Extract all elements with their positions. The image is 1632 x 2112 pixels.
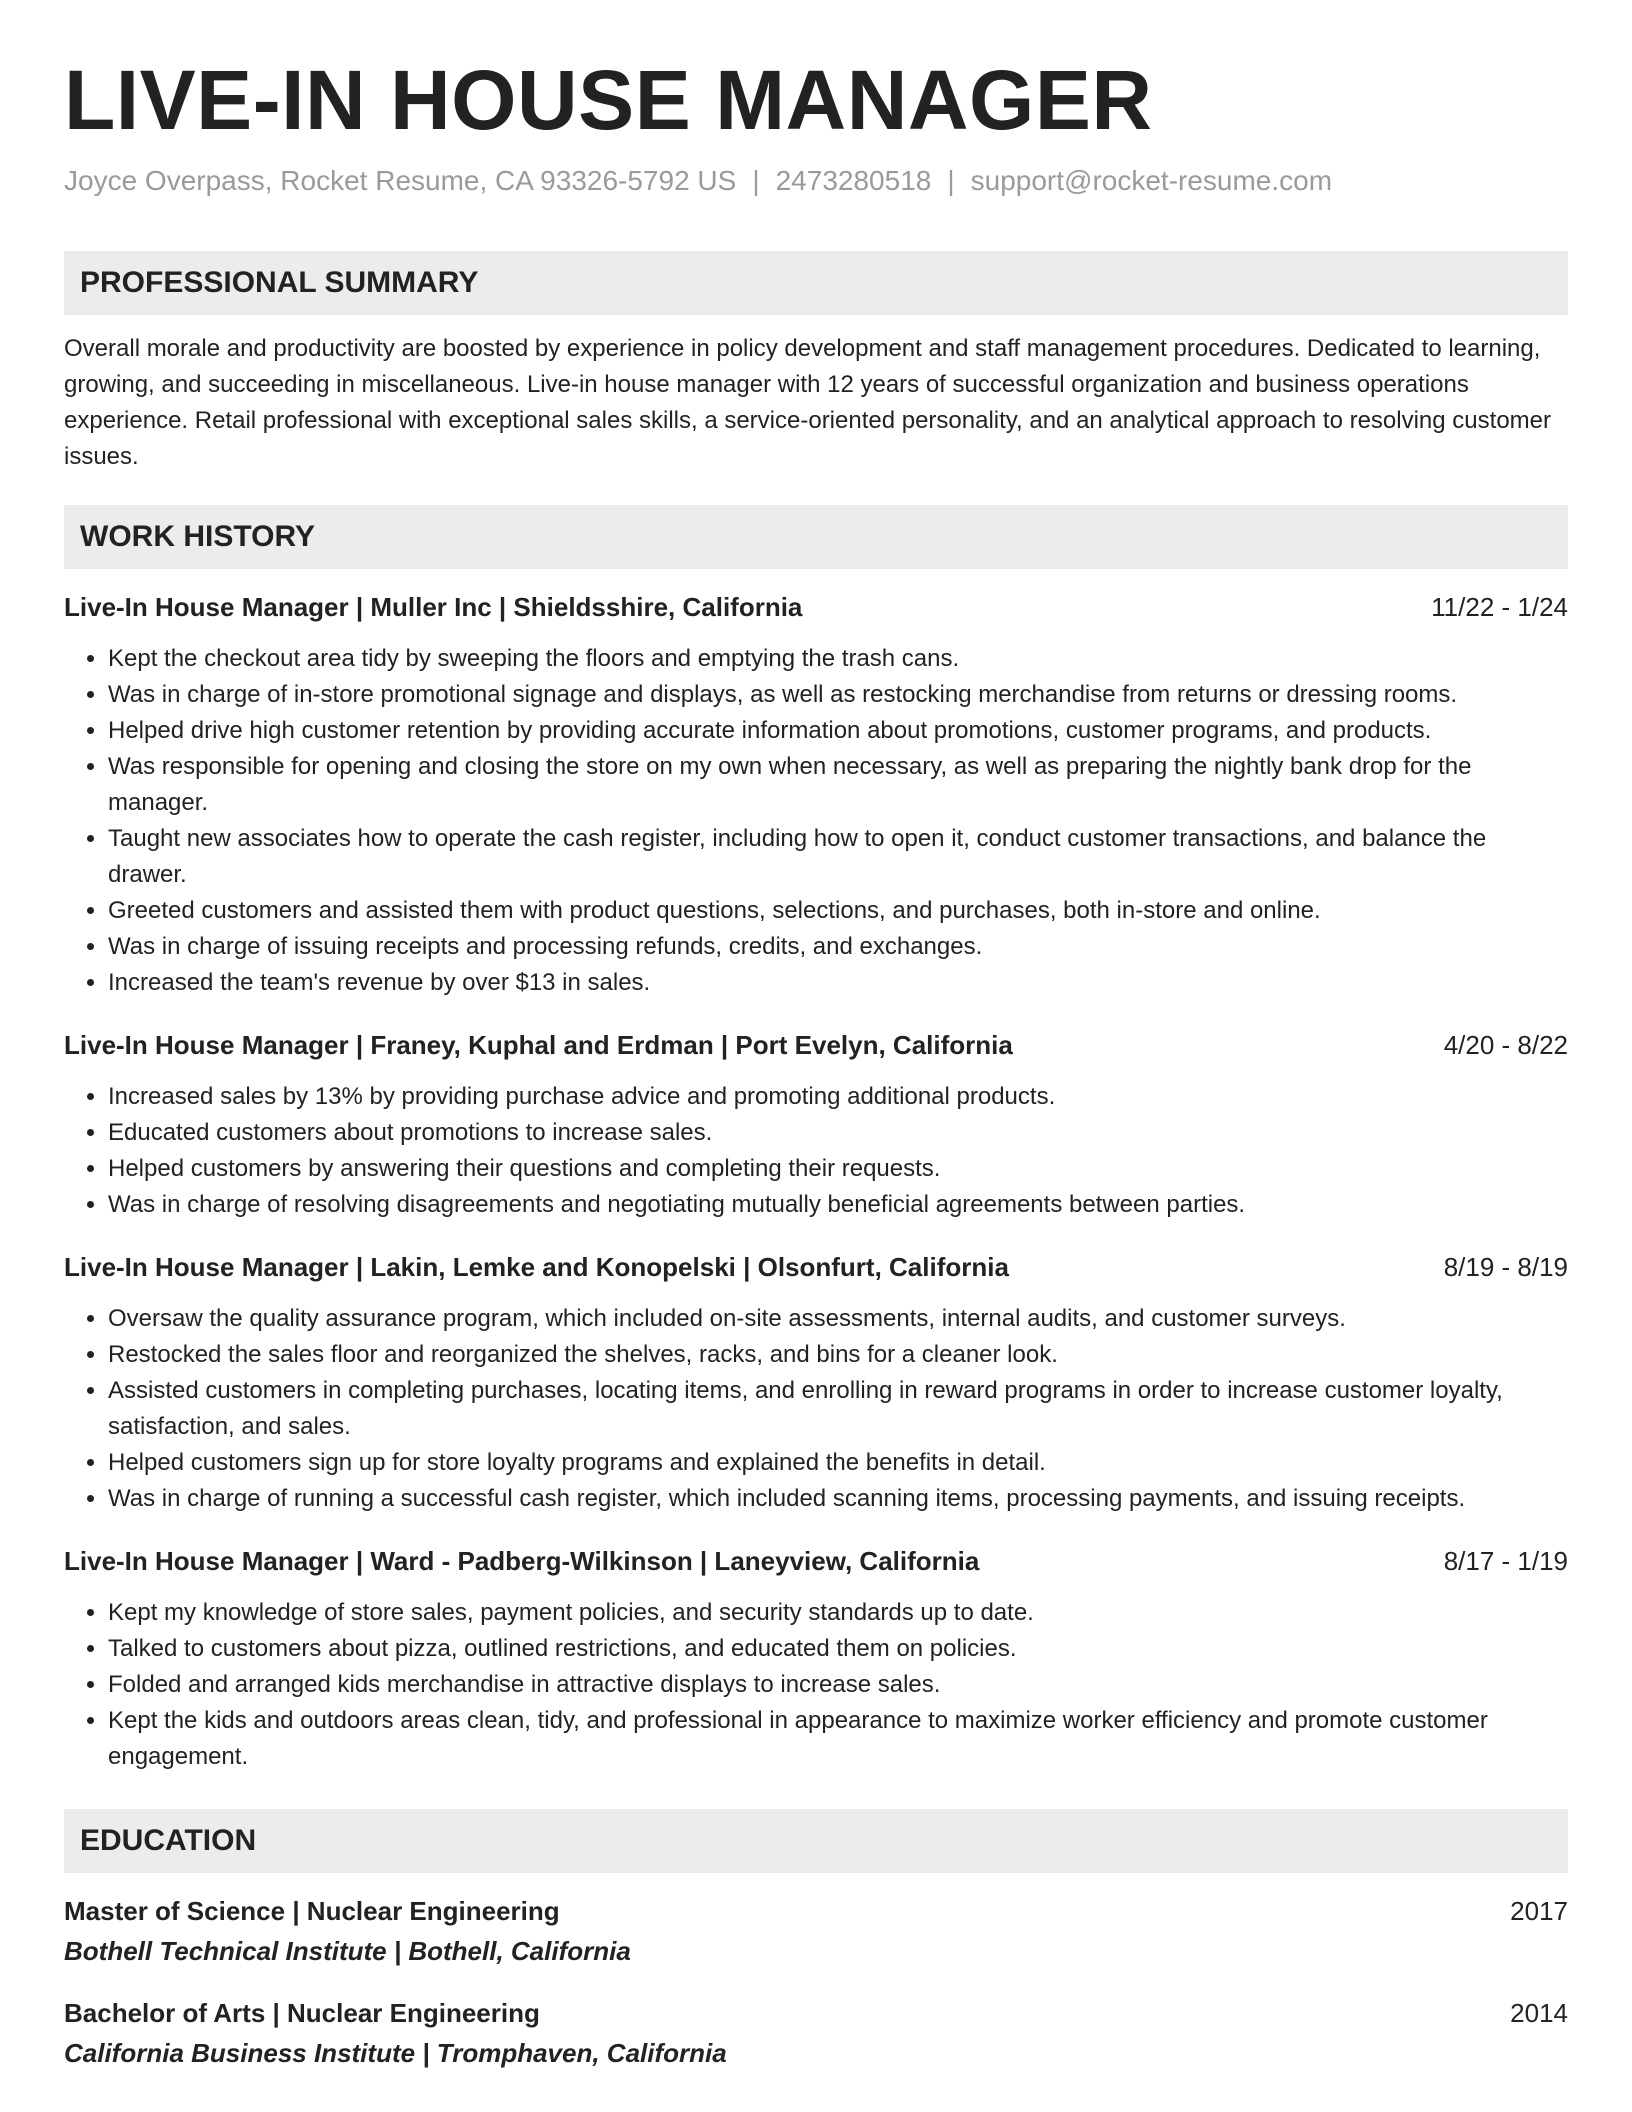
contact-separator: | (947, 164, 955, 196)
summary-text: Overall morale and productivity are boosted by experience in policy development and staff management procedures. Dedicated to learning, growing, and succeeding in miscellaneous. Live-in house manager with 12 years of successful organization and business operations experience. Retail professional with exceptional sales skills, a service-oriented personality, and an analytical approach to resolving customer issues. (64, 334, 1551, 470)
job-bullet: • Was in charge of issuing receipts and processing refunds, credits, and exchanges. (108, 929, 1568, 965)
job-title: Live-In House Manager | Muller Inc | Shieldsshire, California (64, 591, 803, 622)
job-bullet: • Helped customers sign up for store loyalty programs and explained the benefits in detail. (108, 1445, 1568, 1481)
education-year: 2014 (1510, 1997, 1568, 2028)
job-entry (64, 1249, 1568, 1517)
job-bullet: • Oversaw the quality assurance program, which included on-site assessments, internal audits, and customer surveys. (108, 1301, 1568, 1337)
job-title: Live-In House Manager | Franey, Kuphal and Erdman | Port Evelyn, California (64, 1029, 1013, 1060)
job-bullet: • Was responsible for opening and closing the store on my own when necessary, as well as preparing the nightly bank drop for the manager. (108, 749, 1568, 821)
job-header (64, 1249, 1568, 1285)
education-header (64, 1893, 1568, 1929)
job-bullet: • Kept the kids and outdoors areas clean, tidy, and professional in appearance to maximize worker efficiency and promote customer engagement. (108, 1703, 1568, 1775)
job-bullet: • Kept my knowledge of store sales, payment policies, and security standards up to date. (108, 1595, 1568, 1631)
job-bullet: • Increased the team's revenue by over $13 in sales. (108, 965, 1568, 1001)
job-bullets (64, 1595, 1568, 1775)
job-bullet: • Restocked the sales floor and reorganized the shelves, racks, and bins for a cleaner look. (108, 1337, 1568, 1373)
job-title: Live-In House Manager | Ward - Padberg-Wilkinson | Laneyview, California (64, 1545, 980, 1576)
contact-address: Joyce Overpass, Rocket Resume, CA 93326-5792 US (64, 164, 737, 196)
job-bullet: • Helped drive high customer retention by providing accurate information about promotions, customer programs, and products. (108, 713, 1568, 749)
job-dates: 8/19 - 8/19 (1443, 1251, 1568, 1282)
contact-phone: 2473280518 (775, 164, 932, 196)
education-entry (64, 1893, 1568, 1969)
job-entry (64, 589, 1568, 1001)
job-bullets (64, 1079, 1568, 1223)
education-school: California Business Institute | Tromphaven, California (64, 2037, 727, 2068)
education-school: Bothell Technical Institute | Bothell, California (64, 1935, 631, 1966)
contact-line (64, 163, 1568, 199)
resume-title: LIVE-IN HOUSE MANAGER (64, 53, 1153, 147)
education-header (64, 1995, 1568, 2031)
contact-email: support@rocket-resume.com (970, 164, 1333, 196)
education-degree: Bachelor of Arts | Nuclear Engineering (64, 1997, 540, 2028)
section-header-work-history: WORK HISTORY (64, 505, 1568, 569)
section-header-education: EDUCATION (64, 1809, 1568, 1873)
job-bullet: • Increased sales by 13% by providing purchase advice and promoting additional products. (108, 1079, 1568, 1115)
job-dates: 4/20 - 8/22 (1443, 1029, 1568, 1060)
job-bullet: • Taught new associates how to operate the cash register, including how to open it, conduct customer transactions, and balance the drawer. (108, 821, 1568, 893)
contact-separator: | (752, 164, 760, 196)
job-entry (64, 1027, 1568, 1223)
job-title: Live-In House Manager | Lakin, Lemke and Konopelski | Olsonfurt, California (64, 1251, 1009, 1282)
job-header (64, 589, 1568, 625)
job-bullet: • Helped customers by answering their questions and completing their requests. (108, 1151, 1568, 1187)
education-degree: Master of Science | Nuclear Engineering (64, 1895, 560, 1926)
job-dates: 8/17 - 1/19 (1443, 1545, 1568, 1576)
education-entry (64, 1995, 1568, 2071)
job-bullet: • Was in charge of in-store promotional signage and displays, as well as restocking merchandise from returns or dressing rooms. (108, 677, 1568, 713)
section-header-summary: PROFESSIONAL SUMMARY (64, 251, 1568, 315)
job-dates: 11/22 - 1/24 (1431, 591, 1568, 622)
job-bullet: • Was in charge of running a successful cash register, which included scanning items, processing payments, and issuing receipts. (108, 1481, 1568, 1517)
job-bullet: • Educated customers about promotions to increase sales. (108, 1115, 1568, 1151)
job-header (64, 1543, 1568, 1579)
education-year: 2017 (1510, 1895, 1568, 1926)
job-bullets (64, 1301, 1568, 1517)
job-bullet: • Assisted customers in completing purchases, locating items, and enrolling in reward programs in order to increase customer loyalty, satisfaction, and sales. (108, 1373, 1568, 1445)
job-header (64, 1027, 1568, 1063)
job-entry (64, 1543, 1568, 1775)
job-bullet: • Kept the checkout area tidy by sweeping the floors and emptying the trash cans. (108, 641, 1568, 677)
job-bullet: • Talked to customers about pizza, outlined restrictions, and educated them on policies. (108, 1631, 1568, 1667)
job-bullets (64, 641, 1568, 1001)
job-bullet: • Was in charge of resolving disagreements and negotiating mutually beneficial agreements between parties. (108, 1187, 1568, 1223)
job-bullet: • Greeted customers and assisted them with product questions, selections, and purchases, both in-store and online. (108, 893, 1568, 929)
job-bullet: • Folded and arranged kids merchandise in attractive displays to increase sales. (108, 1667, 1568, 1703)
